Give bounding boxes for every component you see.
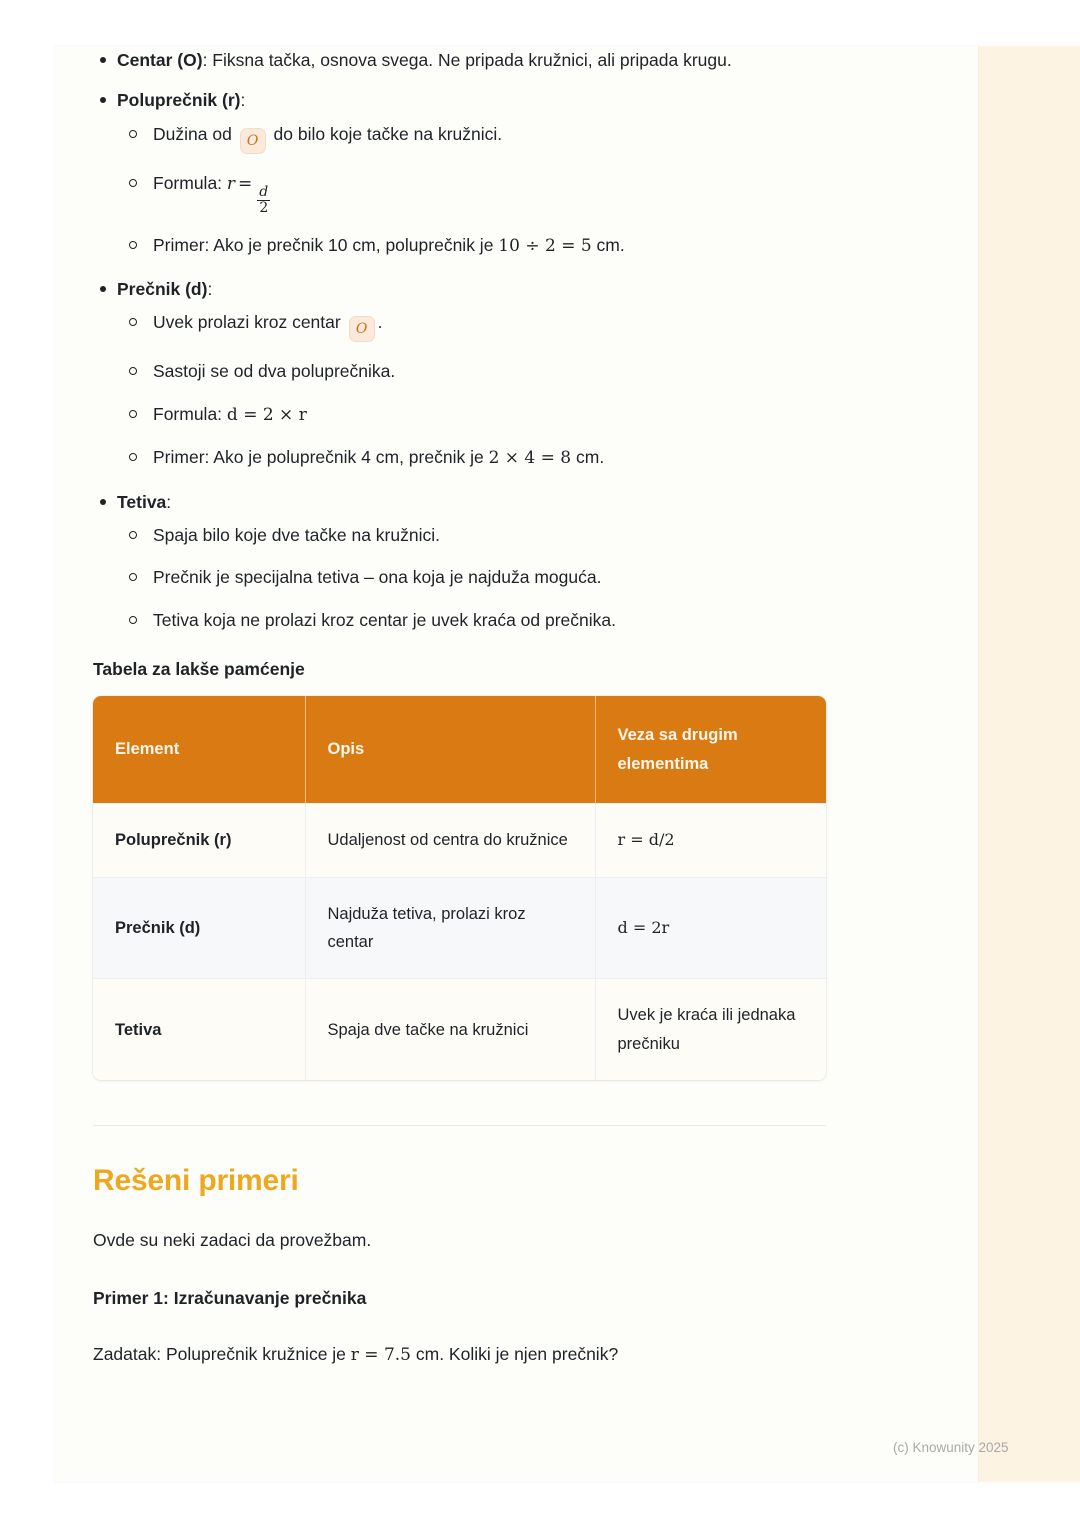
sub-list-item: Spaja bilo koje dve tačke na kružnici. — [117, 522, 978, 548]
sub-list-item — [117, 401, 978, 429]
sub-list-item — [117, 444, 978, 472]
example-text-before: Primer: Ako je poluprečnik 4 cm, prečnik je — [153, 447, 489, 468]
cell-veza: Uvek je kraća ili jednaka prečniku — [595, 979, 826, 1080]
concept-line — [117, 488, 978, 516]
math-equals: = — [238, 173, 253, 194]
next-page-edge-strip — [975, 46, 1080, 1482]
table-heading: Tabela za lakše pamćenje — [93, 658, 305, 679]
formula-radius — [226, 173, 272, 216]
cell-element: Poluprečnik (r) — [93, 804, 305, 877]
table-body — [93, 804, 826, 1080]
sub-list — [117, 309, 978, 471]
concept-term: Poluprečnik (r) — [117, 90, 241, 111]
table-row — [93, 979, 826, 1080]
example-text-after: cm. — [571, 447, 605, 468]
list-item — [55, 275, 978, 472]
cell-opis: Najduža tetiva, prolazi kroz centar — [305, 877, 595, 979]
text-before-chip: Dužina od — [153, 123, 237, 144]
text-before-chip: Uvek prolazi kroz centar — [153, 312, 346, 333]
task-expression: r = 7.5 — [350, 1345, 411, 1366]
example-1-title: Primer 1: Izračunavanje prečnika — [93, 1288, 367, 1309]
section-divider — [93, 1125, 826, 1126]
fraction — [257, 185, 270, 215]
formula-diameter: d = 2 × r — [226, 404, 307, 425]
concept-description: : — [166, 491, 172, 512]
task-text-after: cm. Koliki je njen prečnik? — [411, 1344, 619, 1365]
example-text-before: Primer: Ako je prečnik 10 cm, poluprečnik je — [153, 234, 499, 255]
sub-list-item: Tetiva koja ne prolazi kroz centar je uvek kraća od prečnika. — [117, 607, 978, 633]
table-head — [93, 696, 826, 804]
concept-line — [117, 86, 978, 114]
column-header-element: Element — [93, 696, 305, 804]
concept-line — [117, 46, 978, 74]
math-symbol-r: r — [226, 173, 236, 194]
fraction-denominator: 2 — [259, 199, 269, 216]
memo-table — [93, 696, 826, 1080]
center-symbol-chip: O — [349, 316, 375, 342]
concept-line — [117, 275, 978, 303]
center-symbol-chip: O — [240, 128, 266, 154]
table-header-row — [93, 696, 826, 804]
concept-description: : — [240, 90, 246, 111]
text-after-chip: . — [377, 312, 383, 333]
column-header-veza: Veza sa drugim elementima — [595, 696, 826, 804]
formula-label: Formula: — [153, 403, 227, 424]
sub-list-item — [117, 232, 978, 260]
list-item — [55, 488, 978, 633]
formula-label: Formula: — [153, 172, 227, 193]
sub-list-item — [117, 121, 978, 154]
sub-list-item: Sastoji se od dva poluprečnika. — [117, 358, 978, 384]
formula-text: r = d/2 — [617, 830, 675, 850]
copyright-watermark: (c) Knowunity 2025 — [893, 1440, 1009, 1455]
example-expression: 10 ÷ 2 = 5 — [498, 235, 592, 256]
formula-text: d = 2r — [617, 917, 670, 937]
concept-term: Centar (O) — [117, 50, 203, 70]
example-text-after: cm. — [591, 234, 625, 255]
table-row — [93, 877, 826, 979]
example-expression: 2 × 4 = 8 — [488, 448, 572, 469]
sub-list — [117, 522, 978, 633]
cell-veza — [595, 877, 826, 979]
sub-list-item — [117, 309, 978, 342]
column-header-opis: Opis — [305, 696, 595, 804]
section-heading-solved-examples: Rešeni primeri — [93, 1164, 299, 1198]
concept-list — [55, 46, 978, 633]
cell-element: Tetiva — [93, 979, 305, 1080]
table-row — [93, 804, 826, 877]
sub-list-item: Prečnik je specijalna tetiva – ona koja je najduža moguća. — [117, 564, 978, 590]
cell-element: Prečnik (d) — [93, 877, 305, 979]
sub-list — [117, 121, 978, 259]
text-after-chip: do bilo koje tačke na kružnici. — [268, 123, 503, 144]
example-1-task — [93, 1340, 978, 1369]
cell-opis: Spaja dve tačke na kružnici — [305, 979, 595, 1080]
concept-description: : — [207, 279, 213, 300]
concept-term: Prečnik (d) — [117, 279, 208, 300]
list-item — [55, 46, 978, 74]
concept-description: : Fiksna tačka, osnova svega. Ne pripada kružnici, ali pripada krugu. — [202, 50, 732, 70]
list-item — [55, 86, 978, 259]
document-content — [55, 46, 978, 1482]
concept-term: Tetiva — [117, 491, 167, 512]
solved-intro-text: Ovde su neki zadaci da provežbam. — [93, 1230, 372, 1251]
cell-opis: Udaljenost od centra do kružnice — [305, 804, 595, 877]
cell-veza — [595, 804, 826, 877]
task-text-before: Zadatak: Poluprečnik kružnice je — [93, 1344, 351, 1365]
fraction-numerator: d — [259, 184, 269, 201]
sub-list-item — [117, 170, 978, 216]
memo-table-wrapper — [93, 696, 826, 1080]
